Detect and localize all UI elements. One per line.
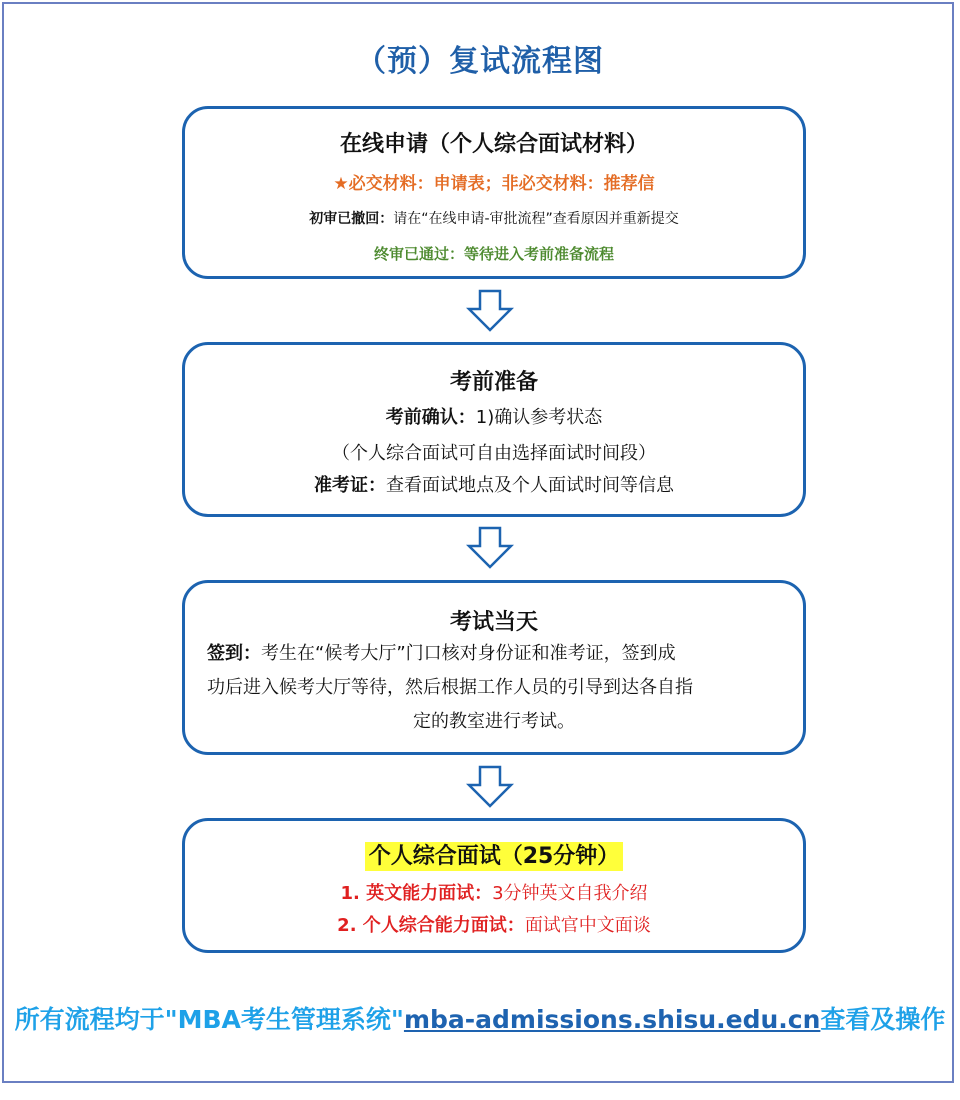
step1-revoked-label: 初审已撤回：	[309, 211, 394, 227]
step3-signin-text-1: 考生在“候考大厅”门口核对身份证和准考证，签到成	[261, 643, 676, 664]
step3-signin-label: 签到：	[207, 643, 261, 664]
step4-item2-label: 2. 个人综合能力面试：	[337, 915, 525, 936]
footer-url-link[interactable]: mba-admissions.shisu.edu.cn	[403, 1005, 821, 1034]
step2-heading: 考前准备	[449, 370, 538, 395]
step2-ticket-text: 查看面试地点及个人面试时间等信息	[386, 475, 674, 496]
step1-passed: 终审已通过：等待进入考前准备流程	[373, 245, 614, 263]
step1-required-materials: ★必交材料：申请表；非必交材料：推荐信	[333, 174, 655, 194]
page-title: （预）复试流程图	[356, 44, 604, 79]
step-pre-exam-preparation	[182, 342, 806, 517]
footer-prefix: 所有流程均于"MBA考生管理系统"	[14, 1005, 404, 1034]
step3-heading: 考试当天	[449, 610, 538, 635]
footer-suffix: 查看及操作	[820, 1005, 946, 1034]
step4-item1	[185, 879, 803, 905]
step4-item2-text: 面试官中文面谈	[524, 915, 651, 936]
footer-note	[0, 1000, 960, 1036]
step4-heading-row	[185, 839, 803, 870]
down-arrow-icon	[466, 289, 514, 333]
step2-confirm-note: （个人综合面试可自由选择面试时间段）	[332, 443, 656, 464]
step1-revoked-text: 请在“在线申请-审批流程”查看原因并重新提交	[393, 211, 679, 227]
step3-signin-line3: 定的教室进行考试。	[413, 711, 575, 732]
step-online-application	[182, 106, 806, 279]
step-personal-interview	[182, 818, 806, 953]
step1-heading: 在线申请（个人综合面试材料）	[339, 132, 648, 157]
step3-signin-paragraph	[207, 637, 781, 739]
step2-confirm-label: 考前确认：	[385, 407, 476, 428]
down-arrow-icon	[466, 765, 514, 809]
step2-ticket-row	[185, 471, 803, 497]
step4-item1-label: 1. 英文能力面试：	[340, 883, 493, 904]
step4-heading: 个人综合面试（25分钟）	[365, 842, 624, 871]
step1-revoked-row	[185, 208, 803, 228]
step2-confirm-row	[185, 403, 803, 429]
step3-signin-line1	[207, 637, 781, 671]
step4-item1-text: 3分钟英文自我介绍	[492, 883, 648, 904]
step-exam-day	[182, 580, 806, 755]
step2-confirm-text: 1)确认参考状态	[475, 407, 603, 428]
step4-item2	[185, 911, 803, 937]
step3-signin-line2: 功后进入候考大厅等待，然后根据工作人员的引导到达各自指	[207, 677, 693, 698]
step2-ticket-label: 准考证：	[314, 475, 386, 496]
down-arrow-icon	[466, 526, 514, 570]
